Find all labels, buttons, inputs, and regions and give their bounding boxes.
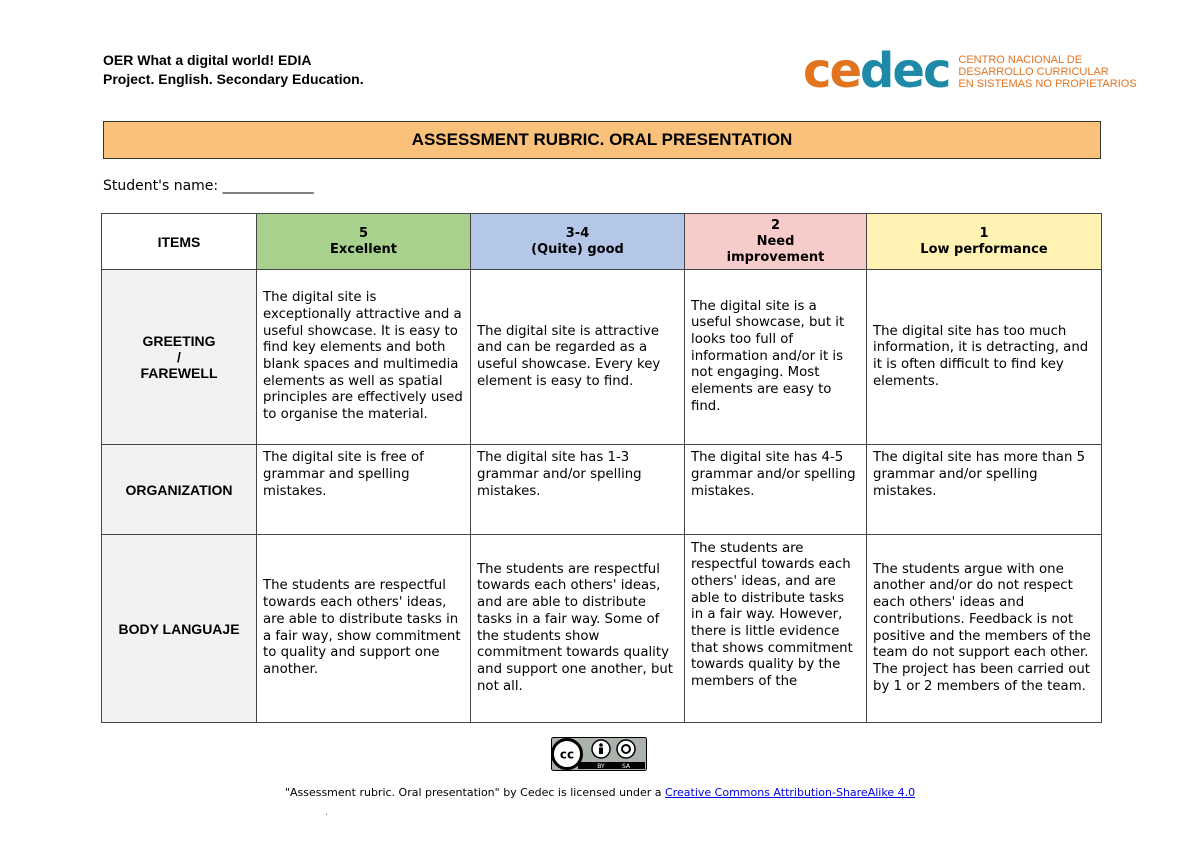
- license-link[interactable]: Creative Commons Attribution-ShareAlike 4.0: [665, 786, 916, 799]
- cell-text: The students are respectful towards each others' ideas, are able to distribute tasks in a fair way, show commitment to quality and support one another.: [263, 578, 461, 677]
- cc-by-sa-badge: [551, 737, 647, 771]
- table-row: [102, 445, 1102, 535]
- item-greeting-farewell: [102, 270, 257, 445]
- rubric-cell: [257, 535, 471, 723]
- item-label-line: ORGANIZATION: [125, 481, 233, 498]
- item-organization: [102, 445, 257, 535]
- level-score: 5: [358, 225, 369, 241]
- logo-subtitle-line: CENTRO NACIONAL DE: [958, 54, 1083, 66]
- logo-letter: c: [803, 43, 830, 99]
- item-label-line: FAREWELL: [140, 365, 218, 381]
- cedec-logo: [803, 43, 1137, 99]
- rubric-cell: [685, 445, 867, 535]
- document-header: [103, 51, 364, 89]
- rubric-cell: [867, 445, 1102, 535]
- logo-letter: d: [860, 43, 893, 99]
- cell-text: The digital site is free of grammar and spelling mistakes.: [263, 450, 424, 499]
- level-header-good: [471, 214, 685, 270]
- item-label-line: GREETING: [142, 333, 216, 349]
- items-header: ITEMS: [102, 214, 257, 270]
- level-header-need-improvement: [685, 214, 867, 270]
- level-header-excellent: [257, 214, 471, 270]
- cell-text: The digital site has too much information, it is detracting, and it is often difficult to find key elements.: [873, 323, 1089, 389]
- logo-letter: e: [829, 43, 861, 99]
- header-row: [102, 214, 1102, 270]
- level-score: 1: [979, 225, 989, 241]
- item-label-line: BODY LANGUAJE: [118, 620, 240, 637]
- table-row: [102, 270, 1102, 445]
- license-notice: [0, 786, 1200, 799]
- logo-letter: c: [922, 43, 950, 99]
- rubric-cell: [867, 270, 1102, 445]
- logo-subtitle-line: EN SISTEMAS NO PROPIETARIOS: [958, 78, 1137, 90]
- cell-text: The students are respectful towards each others' ideas, and are able to distribute tasks in a fair way. However, there is little evidence that shows commitment towards quality by the members of the: [691, 540, 853, 690]
- rubric-cell: [257, 270, 471, 445]
- rubric-cell: [471, 445, 685, 535]
- footer-dot: .: [325, 808, 328, 818]
- logo-subtitle: [958, 54, 1136, 90]
- logo-wordmark: [803, 43, 949, 99]
- level-label: Need improvement: [726, 233, 825, 265]
- cell-text: The students are respectful towards each others' ideas, and are able to distribute tasks in a fair way. Some of the students show commitment towards quality and support one another, but not all.: [477, 561, 674, 694]
- header-line-1: OER What a digital world! EDIA: [103, 52, 312, 68]
- cell-text: The digital site is exceptionally attractive and a useful showcase. It is easy to find key elements and both blank spaces and multimedia elements as well as spatial principles are effectively used to organise the material.: [263, 290, 463, 423]
- cell-text: The digital site is attractive and can be regarded as a useful showcase. Every key element is easy to find.: [477, 323, 661, 389]
- level-label: (Quite) good: [531, 241, 624, 257]
- table-row: [102, 535, 1102, 723]
- header-line-2: Project. English. Secondary Education.: [103, 71, 364, 87]
- level-label: Low performance: [920, 241, 1048, 257]
- logo-letter: e: [892, 43, 923, 99]
- logo-subtitle-line: DESARROLLO CURRICULAR: [958, 66, 1109, 78]
- student-name-field: Student's name: _____________: [103, 178, 314, 194]
- rubric-cell: [257, 445, 471, 535]
- level-label: Excellent: [330, 241, 397, 257]
- badge-sa-label: SA: [621, 763, 631, 770]
- rubric-title: ASSESSMENT RUBRIC. ORAL PRESENTATION: [103, 121, 1101, 159]
- cell-text: The students argue with one another and/or do not respect each others' ideas and contributions. Feedback is not positive and the members of the team do not support each other. The project has been carried out by 1 or 2 members of the team.: [873, 561, 1091, 694]
- item-body-language: [102, 535, 257, 723]
- item-label-line: /: [177, 349, 181, 365]
- rubric-cell: [685, 535, 867, 723]
- license-text: "Assessment rubric. Oral presentation" by Cedec is licensed under a: [284, 786, 666, 799]
- badge-by-label: BY: [597, 763, 605, 770]
- rubric-table: [101, 213, 1102, 723]
- rubric-cell: [867, 535, 1102, 723]
- cell-text: The digital site has 1-3 grammar and/or spelling mistakes.: [477, 450, 642, 499]
- cell-text: The digital site has 4-5 grammar and/or spelling mistakes.: [691, 450, 856, 499]
- level-score: 3-4: [565, 225, 590, 241]
- cell-text: The digital site has more than 5 grammar and/or spelling mistakes.: [873, 450, 1086, 499]
- rubric-cell: [685, 270, 867, 445]
- level-header-low-performance: [867, 214, 1102, 270]
- cell-text: The digital site is a useful showcase, but it looks too full of information and/or it is not engaging. Most elements are easy to find.: [691, 298, 845, 414]
- level-score: 2: [770, 217, 781, 233]
- rubric-cell: [471, 270, 685, 445]
- svg-text:cc: cc: [559, 747, 575, 762]
- rubric-cell: [471, 535, 685, 723]
